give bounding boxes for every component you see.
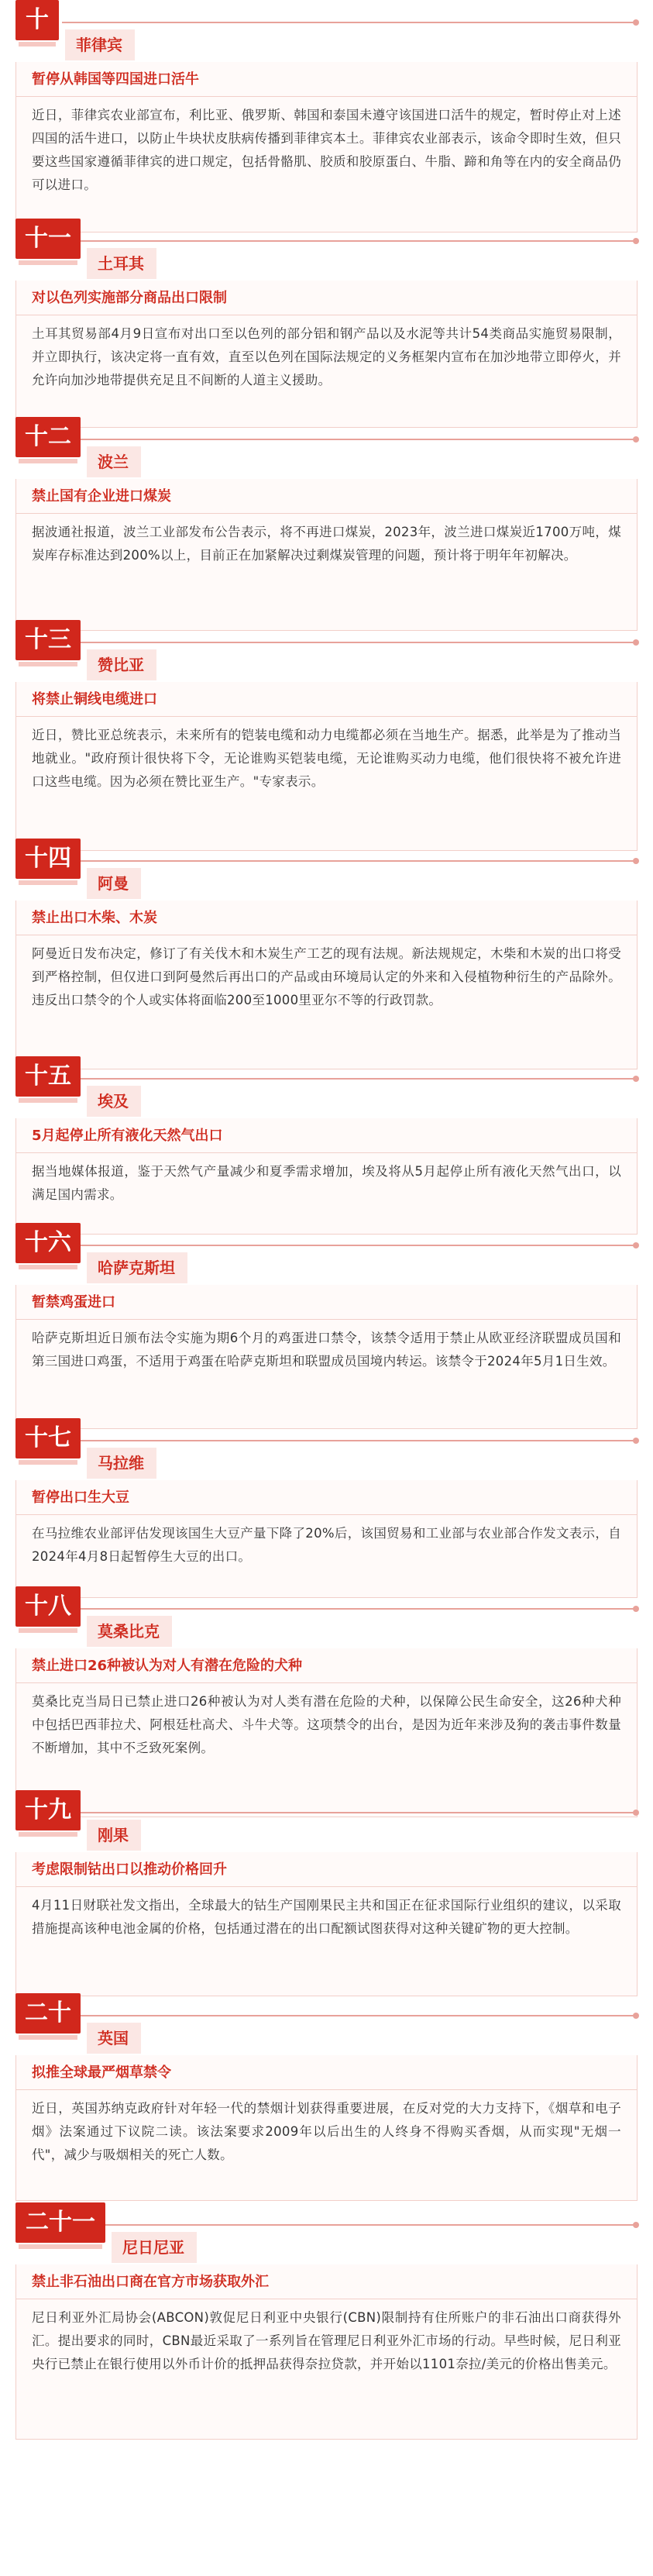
section-body-text: 近日，菲律宾农业部宣布，利比亚、俄罗斯、韩国和泰国未遵守该国进口活牛的规定，暂时停止对上述四国的活牛进口，以防止牛块状皮肤病传播到菲律宾本土。菲律宾农业部表示，该命令即时生效，但只要这些国家遵循菲律宾的进口规定，包括骨骼肌、胶质和胶原蛋白、牛脂、蹄和角等在内的安全商品仍可以进口。 (32, 108, 621, 192)
section-subtitle: 禁止出口木柴、木炭 (32, 910, 157, 926)
section-heading (15, 620, 638, 682)
section-subtitle: 5月起停止所有液化天然气出口 (32, 1128, 223, 1144)
section-number-badge: 十六 (15, 1223, 81, 1263)
section-body (15, 1852, 638, 1996)
heading-divider (62, 22, 638, 23)
section-subtitle: 暂停从韩国等四国进口活牛 (32, 71, 199, 88)
section-subtitle: 对以色列实施部分商品出口限制 (32, 290, 227, 306)
heading-divider (62, 1812, 638, 1813)
heading-divider (62, 1245, 638, 1246)
section-heading (15, 1418, 638, 1480)
section-heading (15, 1790, 638, 1852)
section-heading (15, 1586, 638, 1648)
subtitle-divider (16, 1682, 637, 1683)
section-number-badge: 十九 (15, 1790, 81, 1830)
section-number-badge: 十四 (15, 839, 81, 879)
section-heading (15, 417, 638, 479)
section-body (15, 1118, 638, 1235)
section-number-badge: 十三 (15, 620, 81, 660)
section-subtitle: 拟推全球最严烟草禁令 (32, 2065, 171, 2081)
section-number-badge: 十五 (15, 1056, 81, 1097)
heading-divider (62, 860, 638, 862)
section-body-text: 尼日利亚外汇局协会(ABCON)敦促尼日利亚中央银行(CBN)限制持有住所账户的非石油出口商获得外汇。提出要求的同时，CBN最近采取了一系列旨在管理尼日利亚外汇市场的行动。早些时候，尼日利亚央行已禁止在银行使用以外币计价的抵押品获得奈拉贷款，并开始以1101奈拉/美元的价格出售美元。 (32, 2310, 621, 2371)
heading-divider (62, 1078, 638, 1080)
heading-divider (62, 1440, 638, 1441)
section-heading (15, 219, 638, 281)
section-body (15, 1285, 638, 1429)
section-body (15, 281, 638, 428)
section-body-text: 据波通社报道，波兰工业部发布公告表示，将不再进口煤炭，2023年，波兰进口煤炭近1700万吨，煤炭库存标准达到200%以上，目前正在加紧解决过剩煤炭管理的问题，预计将于明年年初解决。 (32, 525, 621, 563)
country-label: 莫桑比克 (87, 1616, 172, 1647)
section-subtitle: 暂禁鸡蛋进口 (32, 1294, 115, 1310)
subtitle-divider (16, 1514, 637, 1515)
section-subtitle: 考虑限制钴出口以推动价格回升 (32, 1861, 227, 1878)
country-label: 英国 (87, 2023, 141, 2054)
heading-divider (62, 439, 638, 440)
subtitle-divider (16, 513, 637, 514)
country-label: 波兰 (87, 446, 141, 477)
section-number-badge: 十一 (15, 219, 81, 259)
country-label: 阿曼 (87, 868, 141, 899)
section-body (15, 682, 638, 851)
section-body-text: 4月11日财联社发文指出，全球最大的钴生产国刚果民主共和国正在征求国际行业组织的建议，以采取措施提高该种电池金属的价格，包括通过潜在的出口配额试图获得对这种关键矿物的更大控制。 (32, 1898, 621, 1936)
subtitle-divider (16, 1152, 637, 1153)
section-heading (15, 1993, 638, 2055)
section-body-text: 据当地媒体报道，鉴于天然气产量减少和夏季需求增加，埃及将从5月起停止所有液化天然气出口，以满足国内需求。 (32, 1164, 621, 1202)
country-label: 刚果 (87, 1820, 141, 1851)
heading-divider (62, 2015, 638, 2016)
subtitle-divider (16, 96, 637, 97)
section-subtitle: 将禁止铜线电缆进口 (32, 691, 157, 708)
section-body-text: 近日，英国苏纳克政府针对年轻一代的禁烟计划获得重要进展，在反对党的大力支持下，《烟草和电子烟》法案通过下议院二读。该法案要求2009年以后出生的人终身不得购买香烟，从而实现"无烟一代"，减少与吸烟相关的死亡人数。 (32, 2101, 621, 2162)
country-label: 菲律宾 (65, 29, 135, 60)
section-subtitle: 禁止国有企业进口煤炭 (32, 488, 171, 505)
section-number-badge: 二十 (15, 1993, 81, 2034)
section-heading (15, 2202, 638, 2264)
subtitle-divider (16, 1886, 637, 1887)
section-subtitle: 禁止进口26种被认为对人有潜在危险的犬种 (32, 1658, 303, 1674)
section-body-text: 莫桑比克当局日已禁止进口26种被认为对人类有潜在危险的犬种，以保障公民生命安全，这26种犬种中包括巴西菲拉犬、阿根廷杜高犬、斗牛犬等。这项禁令的出台，是因为近年来涉及狗的袭击事件数量不断增加，其中不乏致死案例。 (32, 1694, 621, 1755)
subtitle-divider (16, 1319, 637, 1320)
section-body-text: 阿曼近日发布决定，修订了有关伐木和木炭生产工艺的现有法规。新法规规定，木柴和木炭的出口将受到严格控制，但仅进口到阿曼然后再出口的产品或由环境局认定的外来和入侵植物种衍生的产品除外。违反出口禁令的个人或实体将面临200至1000里亚尔不等的行政罚款。 (32, 946, 621, 1007)
section-body (15, 901, 638, 1069)
section-heading (15, 1223, 638, 1285)
country-label: 尼日尼亚 (112, 2232, 197, 2263)
section-body (15, 2264, 638, 2440)
section-body (15, 2055, 638, 2201)
country-label: 赞比亚 (87, 649, 156, 680)
section-subtitle: 暂停出口生大豆 (32, 1489, 129, 1506)
heading-divider (62, 240, 638, 242)
section-heading (15, 0, 638, 62)
subtitle-divider (16, 716, 637, 717)
section-number-badge: 十七 (15, 1418, 81, 1458)
section-body (15, 62, 638, 232)
section-body-text: 哈萨克斯坦近日颁布法令实施为期6个月的鸡蛋进口禁令，该禁令适用于禁止从欧亚经济联盟成员国和第三国进口鸡蛋，不适用于鸡蛋在哈萨克斯坦和联盟成员国境内转运。该禁令于2024年5月1日生效。 (32, 1331, 621, 1369)
section-number-badge: 十 (15, 0, 59, 40)
section-number-badge: 二十一 (15, 2202, 105, 2243)
section-number-badge: 十二 (15, 417, 81, 457)
heading-divider (62, 2224, 638, 2226)
section-heading (15, 1056, 638, 1118)
heading-divider (62, 642, 638, 643)
country-label: 哈萨克斯坦 (87, 1252, 187, 1283)
section-body-text: 在马拉维农业部评估发现该国生大豆产量下降了20%后，该国贸易和工业部与农业部合作发文表示，自2024年4月8日起暂停生大豆的出口。 (32, 1526, 621, 1564)
section-heading (15, 839, 638, 901)
section-body (15, 479, 638, 631)
country-label: 土耳其 (87, 248, 156, 279)
section-body-text: 土耳其贸易部4月9日宣布对出口至以色列的部分铝和钢产品以及水泥等共计54类商品实施贸易限制，并立即执行，该决定将一直有效，直至以色列在国际法规定的义务框架内宣布在加沙地带立即停火，并允许向加沙地带提供充足且不间断的人道主义援助。 (32, 326, 621, 387)
section-number-badge: 十八 (15, 1586, 81, 1627)
heading-divider (62, 1608, 638, 1610)
section-body (15, 1480, 638, 1598)
country-label: 埃及 (87, 1086, 141, 1117)
subtitle-divider (16, 2089, 637, 2090)
country-label: 马拉维 (87, 1448, 156, 1479)
section-body-text: 近日，赞比亚总统表示，未来所有的铠装电缆和动力电缆都必须在当地生产。据悉，此举是为了推动当地就业。"政府预计很快将下令，无论谁购买铠装电缆，无论谁购买动力电缆，他们很快将不被允许进口这些电缆。因为必须在赞比亚生产。"专家表示。 (32, 728, 621, 789)
section-subtitle: 禁止非石油出口商在官方市场获取外汇 (32, 2274, 269, 2290)
